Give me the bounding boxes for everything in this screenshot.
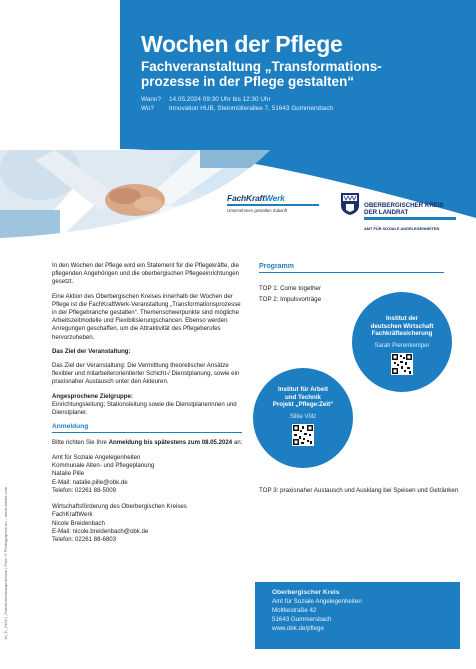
speaker1-org xyxy=(352,315,452,338)
contact1-org2: Kommunale Alten- und Pflegeplanung xyxy=(52,462,155,470)
target-text: Einrichtungsleitung; Stationsleitung sowie die Dienstplanerinnen und Dienstplaner. xyxy=(52,400,237,417)
target-heading: Angesprochene Zielgruppe: xyxy=(52,392,133,400)
contact2-name: Nicole Breidenbach xyxy=(52,519,105,527)
obk-name: OBERBERGISCHER KREIS xyxy=(364,202,444,209)
speaker2-org xyxy=(253,386,353,409)
program-top-2: TOP 2: Impulsvorträge xyxy=(259,296,322,303)
speaker2-line2: und Technik xyxy=(285,393,321,401)
speaker-circle-iat xyxy=(253,368,353,468)
where-value: Innovation HUB, Steinmüllerallee 7, 51643 Gummersbach xyxy=(169,105,334,112)
box-title: Oberbergischer Kreis xyxy=(272,589,340,596)
speaker1-line2: deutschen Wirtschaft xyxy=(370,322,434,330)
box-line-2: Moltkestraße 42 xyxy=(272,607,317,614)
qr-code-icon[interactable] xyxy=(391,353,413,375)
box-line-1: Amt für Soziale Angelegenheiten xyxy=(272,598,362,605)
program-rule xyxy=(259,272,444,273)
contact2-org1: Wirtschaftsförderung des Oberbergischen Kreises xyxy=(52,502,187,510)
speaker2-line3: Projekt „Pflege:Zeit“ xyxy=(272,401,334,409)
fachkraftwerk-part2: Werk xyxy=(264,193,285,203)
contact-info-box xyxy=(255,582,460,649)
speaker1-line1: Institut der xyxy=(386,315,418,322)
registration-text-pre: Bitte richten Sie Ihre xyxy=(52,439,109,447)
contact1-email[interactable]: E-Mail: natalie.pille@obk.de xyxy=(52,478,128,486)
intro-column xyxy=(52,262,247,552)
speaker2-person: Silke Völz xyxy=(289,413,317,420)
registration-deadline: Anmeldung bis spätestens zum 08.05.2024 xyxy=(108,439,233,447)
page-title: Wochen der Pflege xyxy=(141,31,343,57)
event-meta xyxy=(141,95,333,113)
fachkraftwerk-part1: FachKraft xyxy=(227,193,265,203)
registration-text xyxy=(52,439,247,447)
header xyxy=(0,0,476,238)
contact2-org2: FachKraftWerk xyxy=(52,511,93,519)
fachkraftwerk-logo xyxy=(227,193,327,213)
when-label: Wann? xyxy=(141,96,162,103)
contact-block-2 xyxy=(52,503,247,545)
fachkraftwerk-wordmark xyxy=(227,193,327,203)
program-top-3: TOP 3: praxisnaher Austausch und Ausklang bei Speisen und Getränken xyxy=(259,487,459,494)
program-top-1: TOP 1: Come together xyxy=(259,285,322,292)
intro-paragraph-2: Eine Aktion des Oberbergischen Kreises innerhalb der Wochen der Pflege ist die FachKraftWerk-Veranstaltung „Transformationsprozesse in der Pflegebranche gestalten“. Themenschwerpunkte sind mögliche Arbeitszeitmodelle und Flexibilisierungschancen. Ebenso werden Anregungen geschaffen, um die Attraktivität des Pflegeberufes hervorzuheben. xyxy=(52,292,241,341)
program-heading: Programm xyxy=(259,263,295,270)
registration-rule xyxy=(52,432,242,433)
fachkraftwerk-bar xyxy=(227,204,319,206)
obk-crest-icon xyxy=(340,192,360,216)
contact1-org1: Amt für Soziale Angelegenheiten xyxy=(52,453,141,461)
registration-text-post: an: xyxy=(232,439,243,447)
contact2-email[interactable]: E-Mail: nicole.breidenbach@obk.de xyxy=(52,527,149,535)
subtitle-line-1: Fachveranstaltung „Transformations- xyxy=(141,59,382,74)
box-line-3: 51643 Gummersbach xyxy=(272,616,332,623)
contact2-phone: Telefon: 02261 88-6803 xyxy=(52,536,117,544)
contact1-name: Natalie Pille xyxy=(52,470,85,478)
obk-logo xyxy=(336,188,466,238)
where-label: Wo? xyxy=(141,105,155,112)
box-website-link[interactable]: www.obk.de/pflege xyxy=(272,625,324,632)
event-subtitle xyxy=(141,59,461,89)
obk-department: AMT FÜR SOZIALE ANGELEGENHEITEN xyxy=(364,226,440,231)
fachkraftwerk-tagline: Unternehmen gestalten Zukunft xyxy=(227,208,288,213)
obk-bar xyxy=(364,217,456,220)
intro-paragraph-1: In den Wochen der Pflege wird ein Statement für die Pflegekräfte, die pflegenden Angehörigen und die oberbergischen Pflegeeinrichtungen gesetzt. xyxy=(52,262,240,286)
registration-heading: Anmeldung xyxy=(52,423,89,431)
contact1-phone: Telefon: 02261 88-5009 xyxy=(52,487,117,495)
speaker-circle-iw xyxy=(352,292,452,392)
subtitle-line-2: prozesse in der Pflege gestalten“ xyxy=(141,74,355,89)
goal-text: Das Ziel der Veranstaltung: Die Vermittlung theoretischer Ansätze flexibler und mitarbeiterorientierter Schicht-/ Dienstplanung, sowie ein praxisnaher Austausch unter den Akteuren. xyxy=(52,362,240,386)
speaker2-line1: Institut für Arbeit xyxy=(278,386,328,393)
contact-block-1 xyxy=(52,454,247,496)
goal-heading: Das Ziel der Veranstaltung: xyxy=(52,347,131,355)
side-credit: 10_D_2404 | „Transformationsprozesse | Foto: © Photographee.eu – stock.adobe.com xyxy=(3,486,8,640)
speaker1-person: Sarah Pierenkemper xyxy=(374,342,430,349)
when-value: 14.05.2024 09:30 Uhr bis 12:30 Uhr xyxy=(169,96,271,103)
speaker1-line3: Fachkräftesicherung xyxy=(371,330,433,338)
obk-landrat: DER LANDRAT xyxy=(364,209,409,216)
qr-code-icon[interactable] xyxy=(292,424,314,446)
